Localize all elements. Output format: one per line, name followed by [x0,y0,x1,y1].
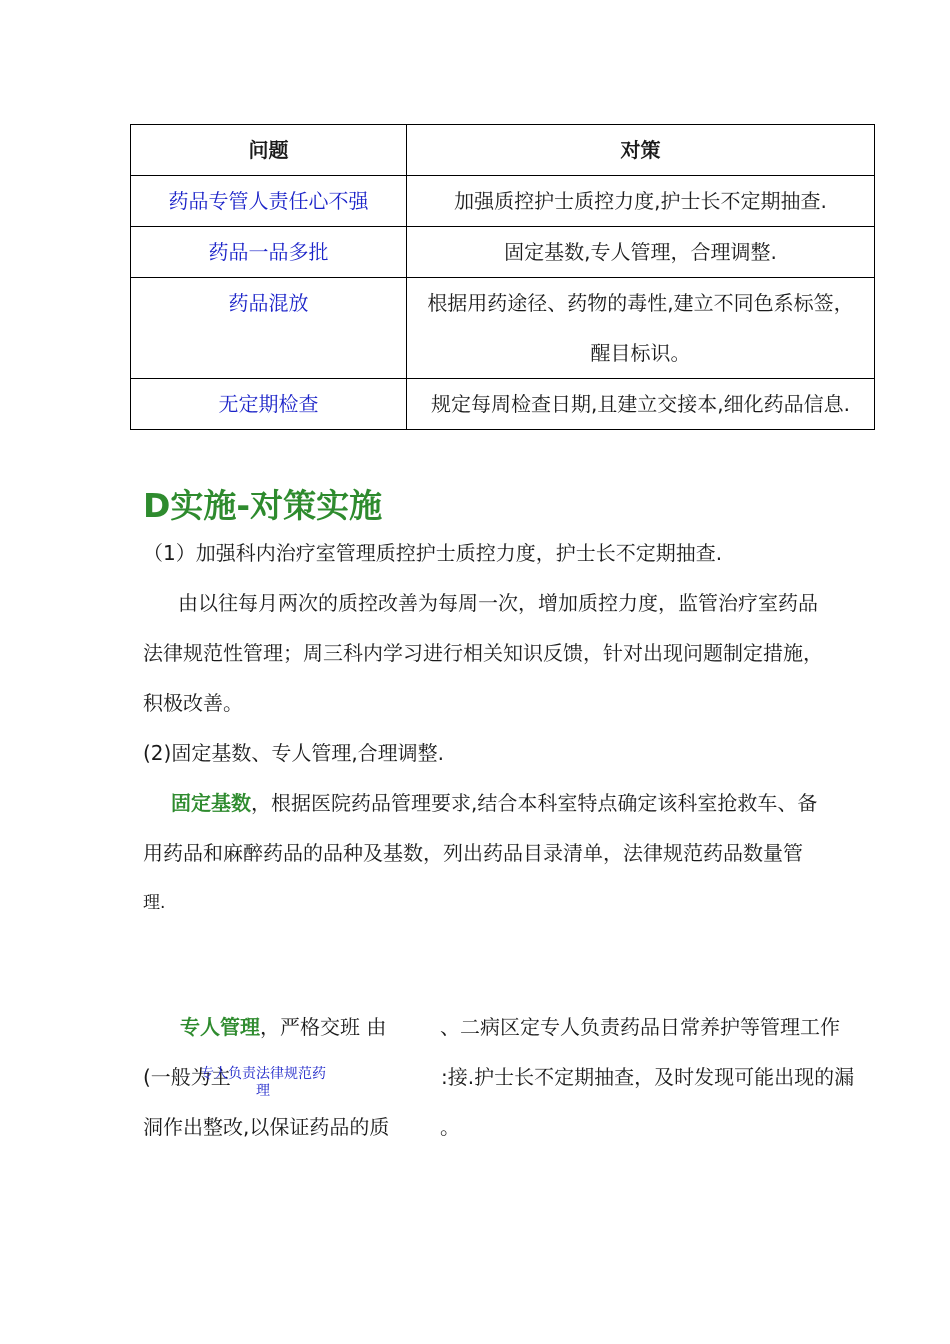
measure-2-line-1 [171,788,817,818]
measure-3-line-1-a [180,1012,386,1042]
overlapping-label-line-1: 专人负责法律规范药 [200,1066,326,1082]
section-heading: D实施-对策实施 [143,486,383,525]
measure-3-line-2-b: :接.护士长不定期抽查，及时发现可能出现的漏 [441,1065,855,1089]
problem-measure-table [130,124,875,430]
header-measure: 对策 [407,125,875,176]
table-row [131,379,875,430]
problem-cell: 药品混放 [131,278,407,379]
measure-3-line-3-a: 洞作出整改,以保证药品的质 [143,1115,390,1139]
measure-2-line-2: 用药品和麻醉药品的品种及基数，列出药品目录清单，法律规范药品数量管 [143,841,803,865]
measure-2-line-1-text: ，根据医院药品管理要求,结合本科室特点确定该科室抢救车、备 [251,791,818,815]
measure-3-line-1-text: ，严格交班 由 [260,1015,387,1039]
measure-1-line-1: 由以往每月两次的质控改善为每周一次，增加质控力度，监管治疗室药品 [178,591,818,615]
table-row [131,278,875,379]
header-problem: 问题 [131,125,407,176]
problem-cell: 药品一品多批 [131,227,407,278]
problem-cell: 药品专管人责任心不强 [131,176,407,227]
measure-cell: 规定每周检查日期,且建立交接本,细化药品信息. [407,379,875,430]
measure-1-line-2: 法律规范性管理；周三科内学习进行相关知识反馈，针对出现问题制定措施， [143,641,823,665]
measure-cell: 加强质控护士质控力度,护士长不定期抽查. [407,176,875,227]
overlapping-label-line-2: 理 [256,1083,270,1099]
table-row [131,176,875,227]
overlapping-label [183,1066,343,1100]
measure-cell: 根据用药途径、药物的毒性,建立不同色系标签，醒目标识。 [407,278,875,379]
measure-2-line-3: 理. [143,893,166,913]
measure-3-line-3-b: 。 [440,1115,460,1139]
measure-1-line-3: 积极改善。 [143,691,243,715]
measure-2-title: (2)固定基数、专人管理,合理调整. [143,741,445,765]
measure-3-line-1-b: 、二病区定专人负责药品日常养护等管理工作 [440,1015,840,1039]
table-row [131,227,875,278]
fixed-quota-keyword: 固定基数 [171,791,251,815]
table-header-row [131,125,875,176]
problem-cell: 无定期检查 [131,379,407,430]
measure-1-title: （1）加强科内治疗室管理质控护士质控力度，护士长不定期抽查. [143,541,723,565]
measure-cell: 固定基数,专人管理，合理调整. [407,227,875,278]
dedicated-staff-keyword: 专人管理 [180,1015,260,1039]
measure-3-line-2-a: (一般为主 [143,1065,231,1089]
